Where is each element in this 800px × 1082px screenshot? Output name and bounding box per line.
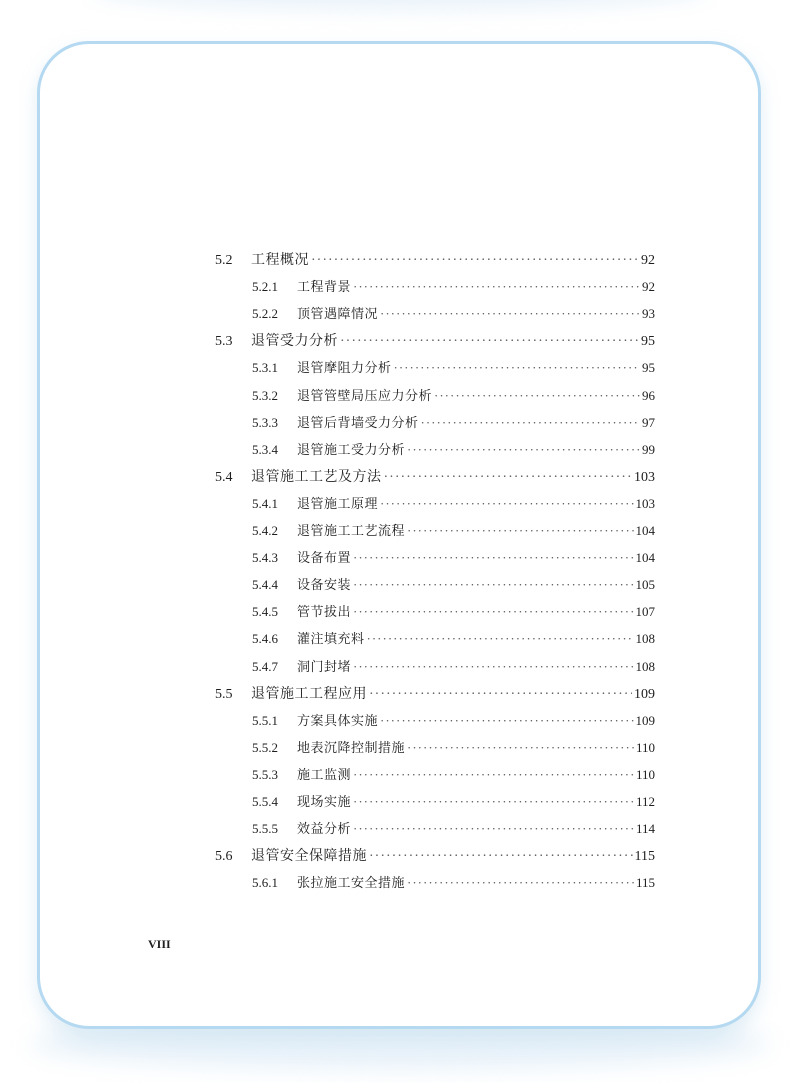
toc-entry-title: 退管后背墙受力分析 xyxy=(297,415,419,431)
toc-section-entry[interactable] xyxy=(215,466,655,488)
dot-leader xyxy=(434,385,640,407)
toc-entry-title: 管节拔出 xyxy=(297,605,352,621)
toc-entry-number: 5.2.2 xyxy=(252,306,278,322)
toc-section-entry[interactable] xyxy=(215,249,655,271)
toc-entry-number: 5.4.2 xyxy=(252,523,278,538)
toc-subsection-entry[interactable] xyxy=(252,357,655,379)
toc-entry-page-number: 93 xyxy=(642,306,655,322)
toc-entry-number: 5.5.1 xyxy=(252,712,278,728)
toc-entry-number: 5.2.1 xyxy=(252,279,278,295)
dot-leader xyxy=(353,547,633,569)
toc-entry-number: 5.5.4 xyxy=(252,794,278,809)
toc-entry-title: 地表沉降控制措施 xyxy=(297,740,406,756)
toc-section-entry[interactable] xyxy=(215,845,655,867)
toc-entry-number: 5.6.1 xyxy=(252,875,278,891)
toc-entry-title: 顶管遇障情况 xyxy=(297,307,379,323)
toc-entry-page-number: 103 xyxy=(635,495,655,511)
toc-entry-page-number: 97 xyxy=(642,414,655,430)
dot-leader xyxy=(407,872,634,894)
toc-entry-page-number: 96 xyxy=(642,387,655,403)
toc-entry-page-number: 95 xyxy=(642,360,655,376)
toc-subsection-entry[interactable] xyxy=(252,439,655,461)
toc-entry-title: 效益分析 xyxy=(297,822,352,838)
dot-leader xyxy=(407,520,633,542)
toc-section-entry[interactable] xyxy=(215,683,655,705)
toc-entry-number: 5.5.2 xyxy=(252,739,278,755)
toc-subsection-entry[interactable] xyxy=(252,628,655,650)
toc-entry-number: 5.3.2 xyxy=(252,387,278,403)
toc-entry-title: 退管施工原理 xyxy=(297,496,379,512)
toc-entry-page-number: 108 xyxy=(635,631,655,647)
toc-entry-page-number: 103 xyxy=(634,469,655,485)
dot-leader xyxy=(353,791,634,813)
toc-entry-number: 5.3.4 xyxy=(252,441,278,457)
toc-entry-number: 5.4.7 xyxy=(252,658,278,674)
toc-entry-page-number: 105 xyxy=(635,577,655,593)
toc-entry-title: 方案具体实施 xyxy=(297,713,379,729)
toc-entry-title: 退管施工工艺流程 xyxy=(297,524,406,539)
toc-entry-number: 5.4.1 xyxy=(252,495,278,511)
toc-subsection-entry[interactable] xyxy=(252,710,655,732)
toc-entry-number: 5.5 xyxy=(215,686,233,702)
toc-entry-number: 5.6 xyxy=(215,849,233,865)
toc-entry-title: 张拉施工安全措施 xyxy=(297,876,406,892)
dot-leader xyxy=(353,601,633,623)
toc-entry-number: 5.5.5 xyxy=(252,821,278,837)
toc-entry-page-number: 107 xyxy=(635,604,655,620)
dot-leader xyxy=(407,737,634,759)
toc-entry-number: 5.5.3 xyxy=(252,766,278,782)
dot-leader xyxy=(394,357,640,379)
toc-subsection-entry[interactable] xyxy=(252,412,655,434)
dot-leader xyxy=(353,574,633,596)
toc-entry-title: 施工监测 xyxy=(297,767,352,783)
toc-entry-page-number: 95 xyxy=(641,334,655,350)
toc-entry-title: 退管安全保障措施 xyxy=(251,848,367,865)
toc-subsection-entry[interactable] xyxy=(252,764,655,786)
toc-entry-title: 设备安装 xyxy=(297,578,352,594)
dot-leader xyxy=(369,684,632,706)
toc-subsection-entry[interactable] xyxy=(252,737,655,759)
toc-entry-title: 退管施工受力分析 xyxy=(297,442,406,458)
toc-entry-title: 退管施工工程应用 xyxy=(251,685,367,702)
table-of-contents xyxy=(40,44,758,1026)
toc-subsection-entry[interactable] xyxy=(252,493,655,515)
toc-entry-title: 洞门封堵 xyxy=(297,659,352,675)
dot-leader xyxy=(369,846,633,868)
toc-entry-title: 退管施工工艺及方法 xyxy=(251,468,382,485)
toc-subsection-entry[interactable] xyxy=(252,656,655,678)
toc-subsection-entry[interactable] xyxy=(252,547,655,569)
toc-subsection-entry[interactable] xyxy=(252,520,655,542)
toc-entry-page-number: 108 xyxy=(635,658,655,674)
toc-entry-title: 工程概况 xyxy=(251,252,309,268)
dot-leader xyxy=(353,818,634,840)
toc-entry-page-number: 92 xyxy=(641,253,655,268)
toc-entry-title: 工程背景 xyxy=(297,280,352,296)
dot-leader xyxy=(380,493,633,515)
toc-subsection-entry[interactable] xyxy=(252,574,655,596)
toc-entry-page-number: 109 xyxy=(634,686,655,702)
page-folio: VIII xyxy=(148,937,171,951)
dot-leader xyxy=(384,467,633,489)
dot-leader xyxy=(340,331,639,353)
toc-entry-page-number: 115 xyxy=(634,849,655,865)
dot-leader xyxy=(367,628,634,650)
toc-entry-title: 退管受力分析 xyxy=(251,333,338,350)
toc-subsection-entry[interactable] xyxy=(252,385,655,407)
toc-entry-title: 退管摩阻力分析 xyxy=(297,361,392,377)
toc-entry-page-number: 92 xyxy=(642,279,655,295)
toc-section-entry[interactable] xyxy=(215,330,655,352)
toc-entry-page-number: 114 xyxy=(635,821,655,837)
toc-entry-number: 5.3.1 xyxy=(252,360,278,376)
top-halo xyxy=(90,0,710,10)
page-card xyxy=(37,41,761,1029)
toc-entry-number: 5.4.5 xyxy=(252,604,278,620)
toc-entry-number: 5.4.6 xyxy=(252,631,278,647)
dot-leader xyxy=(353,656,633,678)
toc-entry-number: 5.3.3 xyxy=(252,414,278,430)
toc-entry-title: 退管管壁局压应力分析 xyxy=(297,388,433,404)
toc-entry-page-number: 115 xyxy=(635,875,655,891)
toc-entry-title: 设备布置 xyxy=(297,551,352,567)
toc-entry-number: 5.3 xyxy=(215,334,233,350)
toc-entry-number: 5.4.4 xyxy=(252,577,278,593)
dot-leader xyxy=(311,250,639,272)
dot-leader xyxy=(380,710,633,732)
toc-entry-number: 5.2 xyxy=(215,253,233,268)
toc-entry-number: 5.4.3 xyxy=(252,550,278,566)
toc-subsection-entry[interactable] xyxy=(252,276,655,298)
toc-subsection-entry[interactable] xyxy=(252,601,655,623)
toc-entry-page-number: 104 xyxy=(635,550,655,566)
toc-entry-page-number: 112 xyxy=(635,794,655,809)
toc-entry-page-number: 110 xyxy=(635,766,655,782)
dot-leader xyxy=(380,303,640,325)
dot-leader xyxy=(421,412,640,434)
toc-subsection-entry[interactable] xyxy=(252,872,655,894)
toc-subsection-entry[interactable] xyxy=(252,818,655,840)
toc-entry-title: 现场实施 xyxy=(297,795,352,810)
toc-entry-number: 5.4 xyxy=(215,469,233,485)
toc-subsection-entry[interactable] xyxy=(252,303,655,325)
toc-entry-page-number: 104 xyxy=(635,523,655,538)
dot-leader xyxy=(353,764,634,786)
toc-entry-title: 灌注填充料 xyxy=(297,632,365,648)
toc-subsection-entry[interactable] xyxy=(252,791,655,813)
toc-entry-page-number: 110 xyxy=(635,739,655,755)
toc-entry-page-number: 109 xyxy=(635,712,655,728)
dot-leader xyxy=(353,276,640,298)
dot-leader xyxy=(407,439,640,461)
toc-entry-page-number: 99 xyxy=(642,441,655,457)
